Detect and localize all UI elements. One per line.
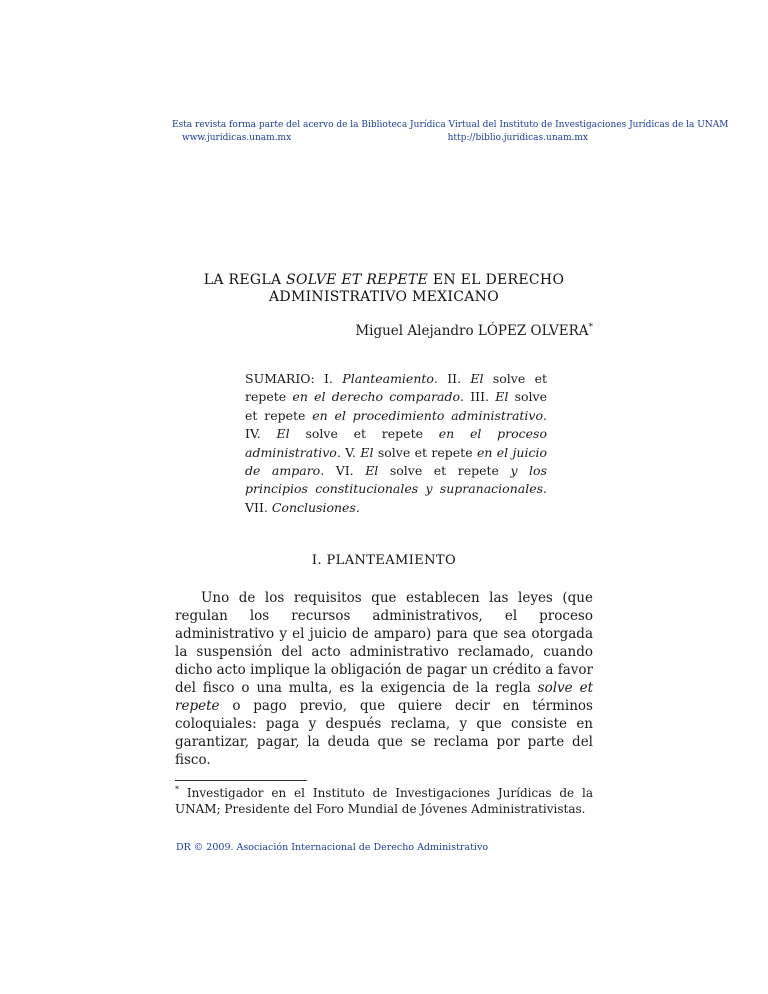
header-left-url[interactable]: www.juridicas.unam.mx bbox=[182, 133, 292, 143]
header-notice-text: Esta revista forma parte del acervo de la Biblioteca Jurídica Virtual del Instituto de Investigaciones Jurídicas de la UNAM bbox=[172, 120, 729, 130]
footnote-divider bbox=[175, 780, 307, 781]
header-notice bbox=[172, 119, 729, 144]
footnote-text: * Investigador en el Instituto de Investigaciones Jurídicas de la UNAM; Presidente del Foro Mundial de Jóvenes Administrativistas. bbox=[175, 785, 593, 816]
summary-block: SUMARIO: I. Planteamiento. II. El solve et repete en el derecho comparado. III. El solve et repete en el procedimiento administrativo. IV. El solve et repete en el proceso administrativo. V. El solve et repete en el juicio de amparo. VI. El solve et repete y los principios constitucionales y supranacionales. VII. Conclusiones. bbox=[245, 371, 548, 515]
article-author: Miguel Alejandro LÓPEZ OLVERA* bbox=[355, 322, 593, 339]
footnote-area bbox=[175, 780, 593, 817]
header-urls bbox=[172, 132, 596, 144]
header-right-url[interactable]: http://biblio.juridicas.unam.mx bbox=[447, 133, 588, 143]
section-heading: I. PLANTEAMIENTO bbox=[311, 553, 457, 569]
body-paragraph: Uno de los requisitos que establecen las leyes (que regulan los recursos administrativos, el proceso administrativo y el juicio de amparo) para que sea otorgada la suspensión del acto administrativo reclamado, cuando dicho acto implique la obligación de pagar un crédito a favor del fisco o una multa, es la exigencia de la regla solve et repete o pago previo, que quiere decir en términos coloquiales: paga y después reclama, y que consiste en garantizar, pagar, la deuda que se reclama por parte del fisco. bbox=[175, 590, 593, 769]
copyright-line: DR © 2009. Asociación Internacional de Derecho Administrativo bbox=[176, 842, 489, 853]
article-body bbox=[175, 272, 593, 817]
article-title: LA REGLA SOLVE ET REPETE EN EL DERECHO ADMINISTRATIVO MEXICANO bbox=[203, 272, 565, 305]
